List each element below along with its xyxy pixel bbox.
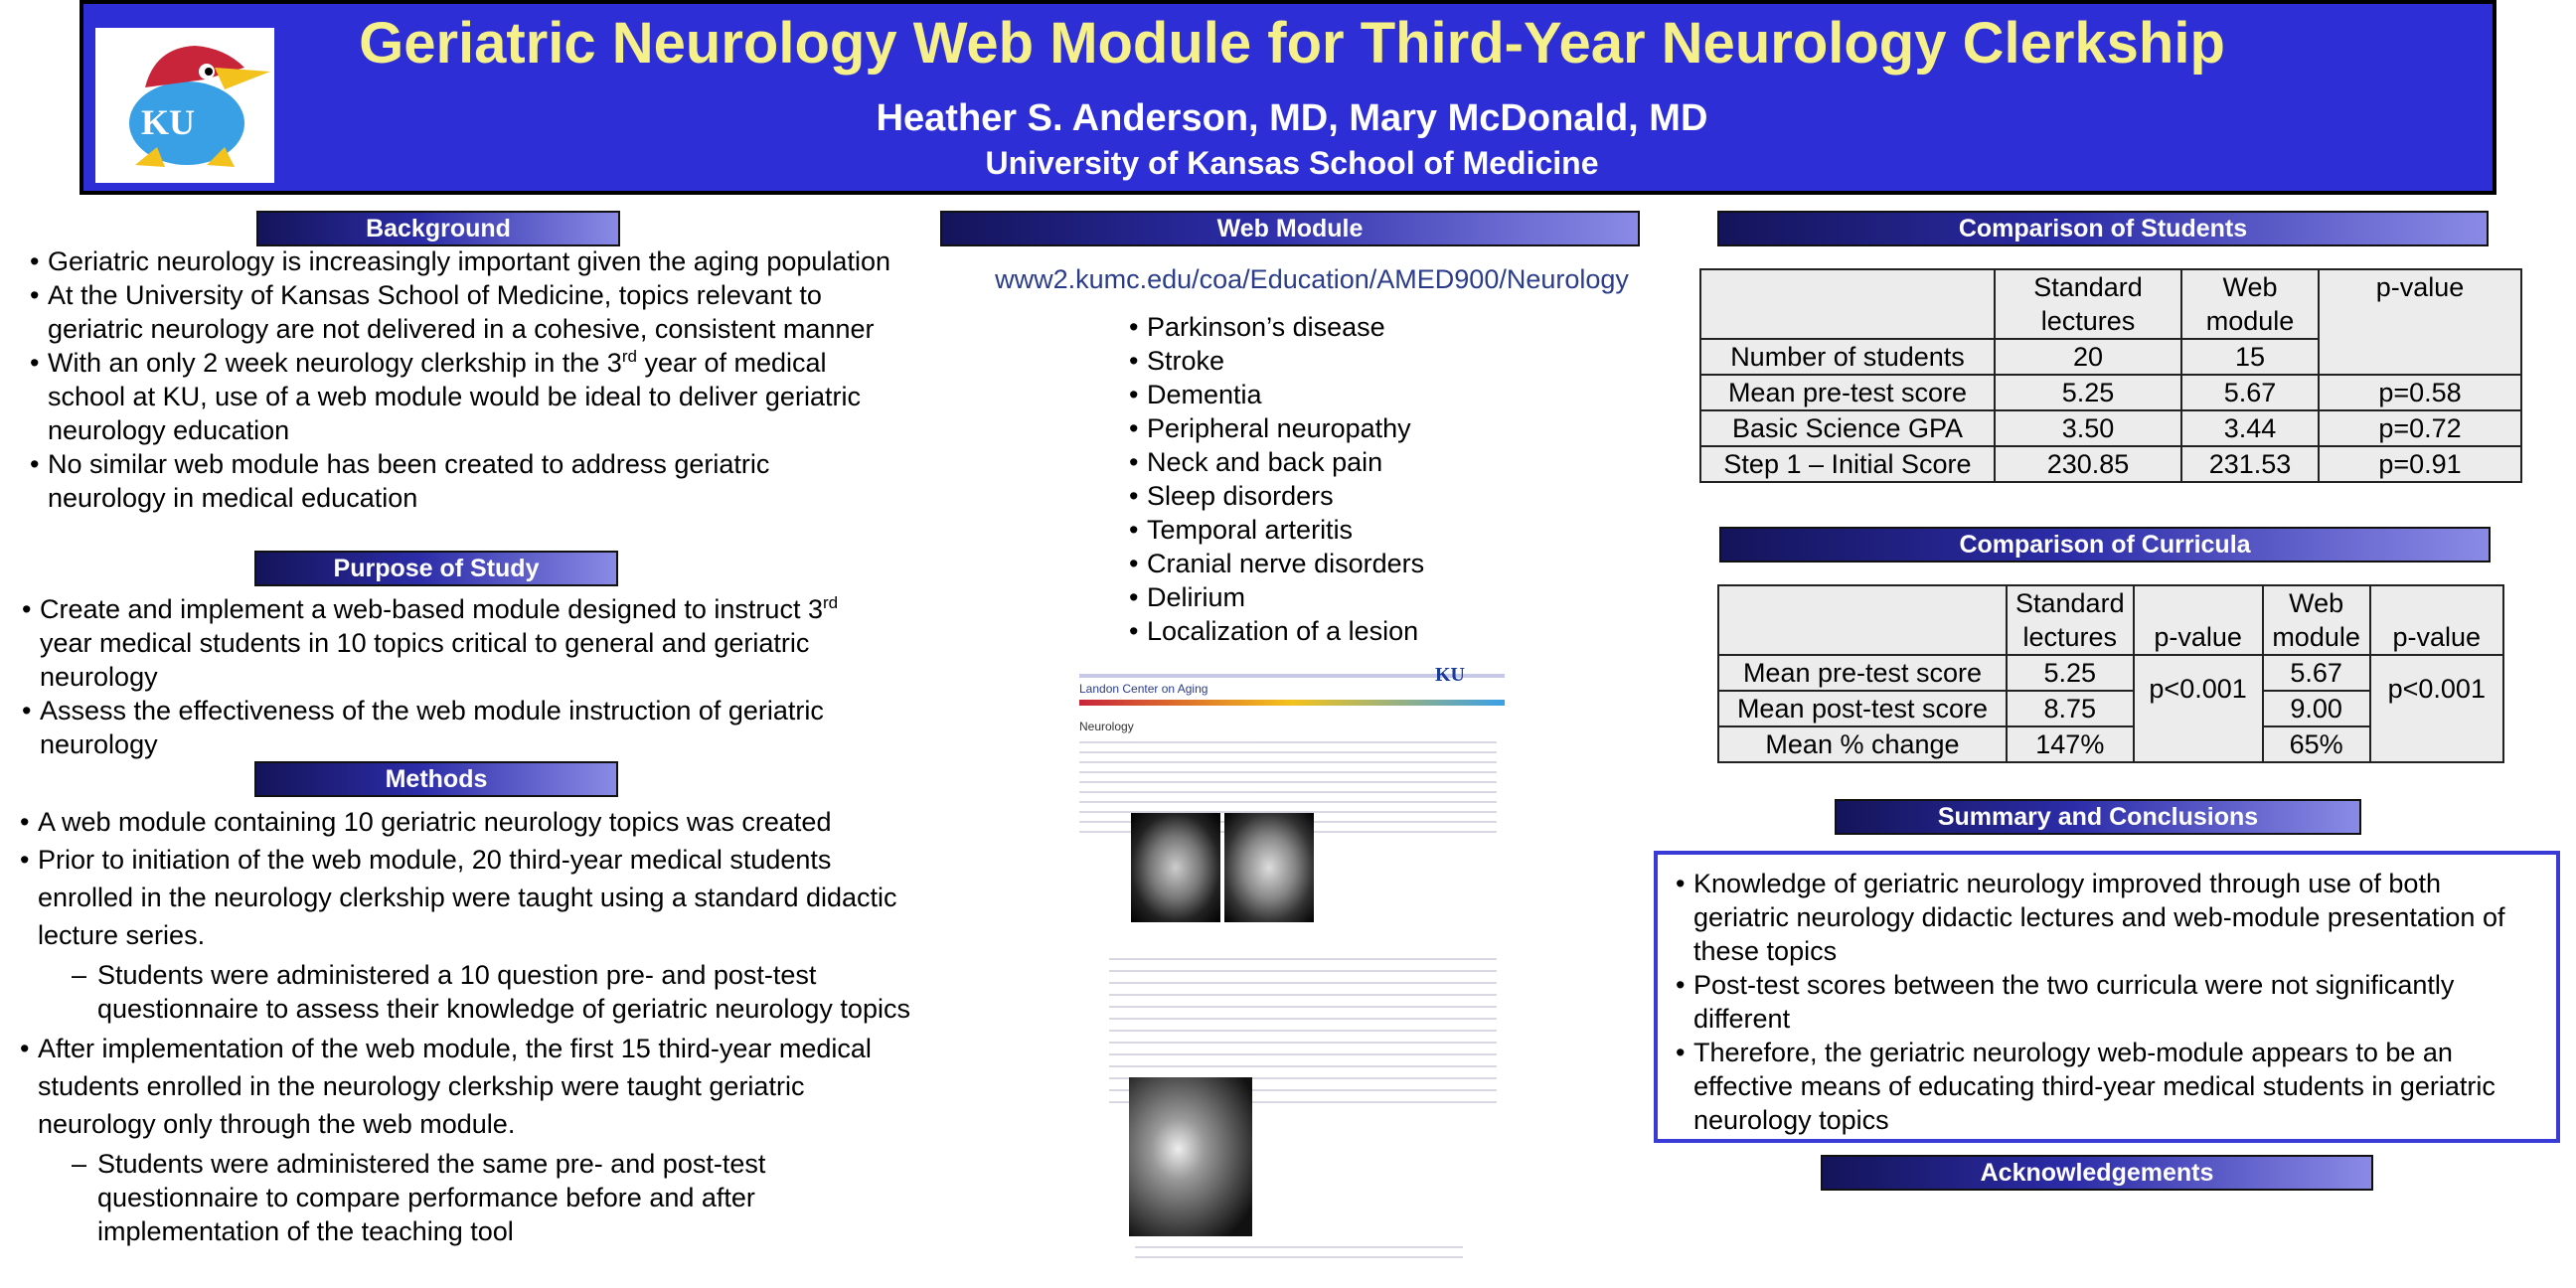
poster-authors: Heather S. Anderson, MD, Mary McDonald, MD [876,97,1708,139]
pvalue-standard-cell: p<0.001 [2134,655,2263,762]
table-cell: Mean pre-test score [1718,655,2007,691]
poster-affiliation: University of Kansas School of Medicine [985,145,1599,181]
table-header-cell: p-value [2134,585,2263,655]
summary-box [1654,851,2560,1143]
table-header-cell: Web module [2263,585,2370,655]
table-cell: p=0.72 [2319,410,2521,446]
summary-item: • Post-test scores between the two curricula were not significantly different [1676,968,2469,1036]
table-cell: Number of students [1700,339,1995,375]
table-row [1700,375,2521,410]
purpose-item: • Create and implement a web-based module designed to instruct 3rd year medical students in 10 topics critical to general and geriatric neurology [22,592,865,694]
web-module-screenshot [1079,664,1505,1268]
table-cell: Step 1 – Initial Score [1700,446,1995,482]
screenshot-page-title: Neurology [1079,720,1134,733]
table-cell: 5.67 [2181,375,2319,410]
summary-heading: Summary and Conclusions [1835,799,2361,835]
topic-item: • Dementia [1129,378,1646,411]
web-module-url[interactable]: www2.kumc.edu/coa/Education/AMED900/Neurology [995,264,1629,294]
table-header-cell: Standard lectures [1995,269,2181,339]
table-cell: 5.25 [1995,375,2181,410]
table-row [1700,446,2521,482]
poster-title: Geriatric Neurology Web Module for Third-Year Neurology Clerkship [359,11,2225,76]
screenshot-site-name: Landon Center on Aging [1079,682,1208,696]
table-header-row [1700,269,2521,339]
topic-item: • Peripheral neuropathy [1129,411,1646,445]
logo-text: KU [141,102,195,142]
background-heading: Background [256,211,620,246]
table-cell: Basic Science GPA [1700,410,1995,446]
table-row [1700,410,2521,446]
table-header-cell: Web module [2181,269,2319,339]
table-header-cell [1700,269,1995,339]
topic-item: • Delirium [1129,580,1646,614]
table-cell: 8.75 [2007,691,2134,726]
table-row [1718,655,2503,691]
table-header-row [1718,585,2503,655]
topic-item: • Stroke [1129,344,1646,378]
table-cell: 9.00 [2263,691,2370,726]
summary-list [1676,867,2520,1137]
table-cell: p=0.58 [2319,375,2521,410]
comparison-curricula-heading: Comparison of Curricula [1719,527,2491,563]
comparison-students-table [1699,268,2522,483]
screenshot-text-lines [1135,1246,1463,1266]
methods-subitem: – Students were administered a 10 question pre- and post-test questionnaire to assess their knowledge of geriatric neurology topics [72,958,952,1026]
table-cell: p=0.91 [2319,446,2521,482]
methods-subitems [72,958,910,1026]
topic-list [1129,310,1646,648]
table-cell: 230.85 [1995,446,2181,482]
purpose-list [22,592,877,761]
web-module-heading: Web Module [940,211,1640,246]
table-header-cell: Standard lectures [2007,585,2134,655]
table-header-cell: p-value [2370,585,2503,655]
methods-heading: Methods [254,761,618,797]
methods-item: • Prior to initiation of the web module, 20 third-year medical students enrolled in the neurology clerkship were taught using a standard didactic lecture series. – Students were administered a 10 question pre- and post-test questionnaire to assess their knowledge of geriatric neurology topics [20,841,902,1026]
table-cell: 3.44 [2181,410,2319,446]
background-item: • At the University of Kansas School of Medicine, topics relevant to geriatric neurology are not delivered in a cohesive, consistent manner [30,278,924,346]
comparison-students-heading: Comparison of Students [1717,211,2489,246]
table-cell: 5.25 [2007,655,2134,691]
background-list [30,244,924,515]
topic-item: • Parkinson’s disease [1129,310,1646,344]
table-cell: Mean pre-test score [1700,375,1995,410]
table-cell: 231.53 [2181,446,2319,482]
table-header-cell: p-value [2319,269,2521,375]
screenshot-color-bar [1079,700,1505,706]
table-cell: 65% [2263,726,2370,762]
methods-list [20,803,914,1252]
background-item: • No similar web module has been created to address geriatric neurology in medical education [30,447,853,515]
acknowledgements-heading: Acknowledgements [1821,1155,2373,1191]
comparison-curricula-table [1717,584,2504,763]
purpose-item: • Assess the effectiveness of the web module instruction of geriatric neurology [22,694,894,761]
topic-item: • Temporal arteritis [1129,513,1646,547]
table-header-cell [1718,585,2007,655]
hemorrhage-ct-image [1129,1077,1252,1236]
pvalue-web-cell: p<0.001 [2370,655,2503,762]
table-cell: 20 [1995,339,2181,375]
topic-item: • Cranial nerve disorders [1129,547,1646,580]
ct-scan-image [1131,813,1220,922]
table-cell: 3.50 [1995,410,2181,446]
methods-subitems [72,1147,902,1248]
methods-item: • A web module containing 10 geriatric neurology topics was created [20,803,914,841]
methods-subitem: – Students were administered the same pre- and post-test questionnaire to compare performance before and after implementation of the teaching tool [72,1147,843,1248]
table-cell: 15 [2181,339,2319,375]
table-cell: Mean % change [1718,726,2007,762]
background-item: • With an only 2 week neurology clerkship in the 3rd year of medical school at KU, use of a web module would be ideal to deliver geriatric neurology education [30,346,902,447]
table-cell: Mean post-test score [1718,691,2007,726]
background-item: • Geriatric neurology is increasingly important given the aging population [30,244,924,278]
methods-item: • After implementation of the web module, the first 15 third-year medical students enrolled in the neurology clerkship were taught geriatric neurology only through the web module. – Students were administered the same pre- and post-test questionnaire to compare performance before and after implementation of the teaching tool [20,1030,902,1248]
mri-scan-image [1224,813,1314,922]
topic-item: • Neck and back pain [1129,445,1646,479]
summary-item: • Knowledge of geriatric neurology improved through use of both geriatric neurology didactic lectures and web-module presentation of these topics [1676,867,2520,968]
header-text [199,0,2385,195]
purpose-heading: Purpose of Study [254,551,618,586]
topic-item: • Localization of a lesion [1129,614,1646,648]
topic-item: • Sleep disorders [1129,479,1646,513]
table-cell: 5.67 [2263,655,2370,691]
screenshot-ku-logo: KU [1435,664,1465,686]
summary-item: • Therefore, the geriatric neurology web-module appears to be an effective means of educating third-year medical students in geriatric neurology topics [1676,1036,2508,1137]
table-cell: 147% [2007,726,2134,762]
